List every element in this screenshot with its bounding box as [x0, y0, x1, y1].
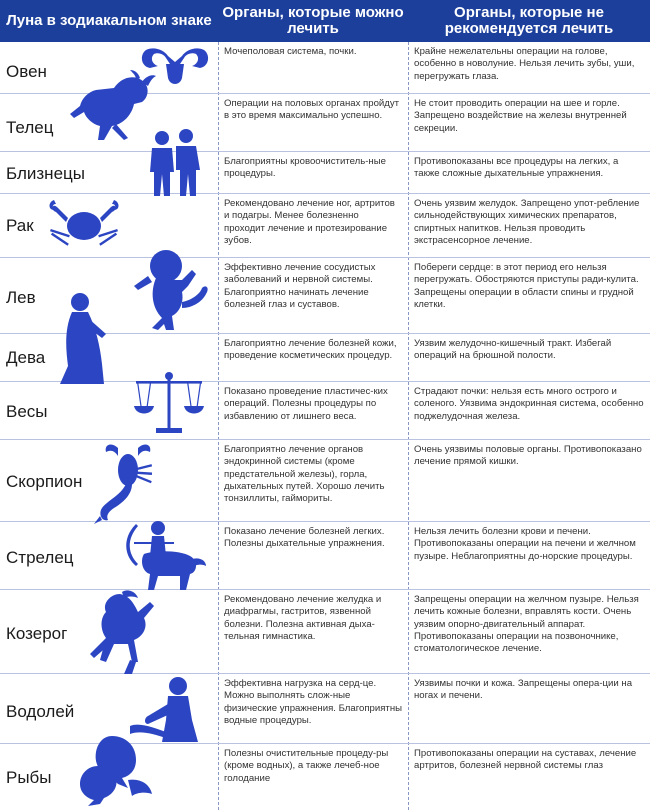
goat-icon [80, 590, 162, 676]
can-treat-text: Благоприятно лечение органов эндокринной системы (кроме предстательной железы), горла, дыхательных путей. Хорошо лечить тонзиллиты, гаймориты. [224, 444, 385, 505]
virgo-icon [52, 290, 122, 386]
sign-name: Козерог [6, 624, 68, 643]
not-treat-text: Побереги сердце: в этот период его нельзя перегружать. Обостряются приступы ради-кулита. Запрещены операции в области спины и грудной клетки. [414, 262, 639, 310]
sign-name: Телец [6, 118, 54, 137]
sign-name: Водолей [6, 702, 75, 721]
not-treat-text: Крайне нежелательны операции на голове, особенно в новолуние. Нельзя лечить зубы, уши, перегружать глаза. [414, 46, 635, 82]
archer-icon [114, 520, 210, 592]
row-sagittarius [0, 522, 650, 590]
not-treat-text: Противопоказаны операции на суставах, лечение артритов, болезней нервной системы глаз [414, 748, 637, 772]
sign-name: Весы [6, 402, 48, 421]
twins-icon [140, 128, 210, 198]
not-treat-text: Запрещены операции на желчном пузыре. Нельзя лечить кожные болезни, вправлять кости. Очень уязвим опорно-двигательный аппарат. Противопоказаны операции на позвоночнике, стоматологическое лечение. [414, 594, 639, 655]
can-treat-text: Эффективно лечение сосудистых заболеваний и нервной системы. Благоприятно начинать лечение болезней глаз и суставов. [224, 262, 376, 310]
can-treat-text: Показано проведение пластичес-ких операций. Полезны процедуры по избавлению от лишнего веса. [224, 386, 388, 422]
can-treat-text: Показано лечение болезней легких. Полезны дыхательные упражнения. [224, 526, 385, 550]
not-treat-text: Очень уязвим желудок. Запрещено упот-ребление сильнодействующих химических препаратов, спиртных напитков. Нельзя проводить экстрасенсорное лечение. [414, 198, 640, 246]
can-treat-text: Эффективна нагрузка на серд-це. Можно выполнять слож-ные физические упражнения. Благоприятны водные процедуры. [224, 678, 403, 726]
sign-name: Стрелец [6, 548, 74, 567]
scales-icon [128, 370, 210, 436]
can-treat-text: Рекомендовано лечение ног, артритов и подагры. Менее болезненно проходит лечение и протезирование зубов. [224, 198, 395, 246]
can-treat-text: Благоприятно лечение болезней кожи, проведение косметических процедур. [224, 338, 397, 362]
header-can-treat: Органы, которые можно лечить [222, 4, 404, 37]
row-gemini [0, 152, 650, 194]
sign-name: Дева [6, 348, 46, 367]
sign-name: Овен [6, 62, 47, 81]
can-treat-text: Мочеполовая система, почки. [224, 46, 357, 57]
not-treat-text: Уязвим желудочно-кишечный тракт. Избегай операций на брюшной полости. [414, 338, 612, 362]
fish-icon [72, 732, 158, 808]
crab-icon [46, 196, 122, 254]
sign-name: Близнецы [6, 164, 85, 183]
not-treat-text: Нельзя лечить болезни крови и печени. Противопоказаны операции на печени и желчном пузыре. Неблагоприятны до-норские процедуры. [414, 526, 636, 562]
table-header [0, 0, 650, 42]
can-treat-text: Благоприятны кровоочиститель-ные процедуры. [224, 156, 386, 180]
sign-name: Рак [6, 216, 34, 235]
can-treat-text: Рекомендовано лечение желудка и диафрагмы, гастритов, язвенной болезни. Полезна активная дыха-тельная гимнастика. [224, 594, 382, 642]
sign-name: Лев [6, 288, 36, 307]
sign-name: Скорпион [6, 472, 83, 491]
header-not-treat: Органы, которые не рекомендуется лечить [444, 4, 614, 37]
scorpion-icon [88, 440, 158, 526]
not-treat-text: Уязвимы почки и кожа. Запрещены опера-ции на ногах и печени. [414, 678, 633, 702]
row-libra [0, 382, 650, 440]
can-treat-text: Полезны очистительные процеду-ры (кроме водных), а также лечеб-ное голодание [224, 748, 389, 784]
header-sign: Луна в зодиакальном знаке [6, 12, 212, 29]
lion-icon [126, 246, 212, 332]
not-treat-text: Не стоит проводить операции на шее и горле. Запрещено воздействие на железы внутренней секреции. [414, 98, 627, 134]
sign-name: Рыбы [6, 768, 52, 787]
not-treat-text: Очень уязвимы половые органы. Противопоказано лечение прямой кишки. [414, 444, 642, 468]
not-treat-text: Страдают почки: нельзя есть много острого и соленого. Уязвима эндокринная система, особенно поджелудочная железа. [414, 386, 644, 422]
can-treat-text: Операции на половых органах пройдут в это время максимально успешно. [224, 98, 400, 122]
not-treat-text: Противопоказаны все процедуры на легких, а также сложные дыхательные упражнения. [414, 156, 619, 180]
